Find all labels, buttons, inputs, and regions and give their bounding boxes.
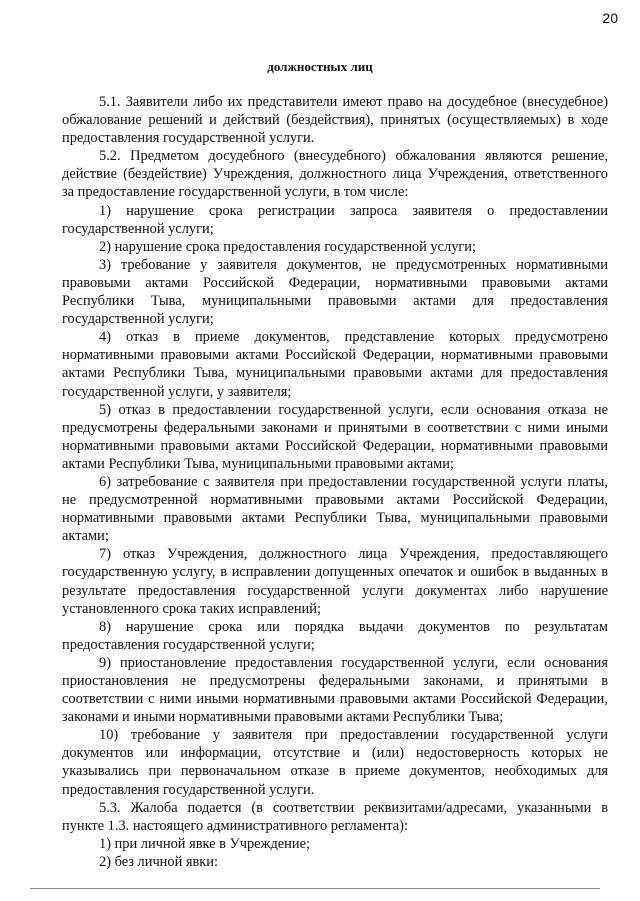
bottom-scan-line xyxy=(30,888,600,889)
list-item-5: 5) отказ в предоставлении государственной услуги, если основания отказа не предусмотрены федеральными законами и принятыми в соответствии с ними иными нормативными правовыми актами Российской Федерации, нормативными правовыми актами Республики Тыва, муниципальными правовыми актами; xyxy=(62,401,608,472)
page-number: 20 xyxy=(602,10,618,26)
paragraph-5-3: 5.3. Жалоба подается (в соответствии реквизитами/адресами, указанными в пункте 1.3. настоящего административного регламента): xyxy=(62,799,608,834)
list-item-6: 6) затребование с заявителя при предоставлении государственной услуги платы, не предусмотренной нормативными правовыми актами Российской Федерации, нормативными правовыми актами Республики Тыва, муниципальными правовыми актами; xyxy=(62,473,608,545)
list-item-9: 9) приостановление предоставления государственной услуги, если основания приостановления не предусмотрены федеральными законами, и принятыми в соответствии с ними иными нормативными правовыми актами Российской Федерации, законами и иными нормативными правовыми актами Республики Тыва; xyxy=(62,654,608,726)
submission-item-2: 2) без личной явки: xyxy=(99,853,218,870)
paragraph-5-2: 5.2. Предметом досудебного (внесудебного) обжалования являются решение, действие (бездействие) Учреждения, должностного лица Учреждения, ответственного за предоставление государственной услуги, в том числе: xyxy=(62,148,608,201)
document-body xyxy=(62,93,608,871)
list-item-8: 8) нарушение срока или порядка выдачи документов по результатам предоставления государственной услуги; xyxy=(62,618,608,653)
list-item-3: 3) требование у заявителя документов, не предусмотренных нормативными правовыми актами Российской Федерации, нормативными правовыми актами Республики Тыва, муниципальными правовыми актами для предоставления государственной услуги; xyxy=(62,256,608,328)
list-item-10: 10) требование у заявителя при предоставлении государственной услуги документов или информации, отсутствие и (или) недостоверность которых не указывались при первоначальном отказе в приеме документов, необходимых для предоставления государственной услуги. xyxy=(62,727,608,798)
list-item-4: 4) отказ в приеме документов, представление которых предусмотрено нормативными правовыми актами Российской Федерации, нормативными правовыми актами Республики Тыва, муниципальными правовыми актами для предоставления государственной услуги, у заявителя; xyxy=(62,329,608,400)
section-heading: должностных лиц xyxy=(267,59,373,74)
paragraph-5-1: 5.1. Заявители либо их представители имеют право на досудебное (внесудебное) обжалование решений и действий (бездействия), принятых (осуществляемых) в ходе предоставления государственной услуги. xyxy=(62,94,608,147)
submission-item-1: 1) при личной явке в Учреждение; xyxy=(99,835,310,852)
list-item-1: 1) нарушение срока регистрации запроса заявителя о предоставлении государственной услуги; xyxy=(62,202,608,237)
list-item-7: 7) отказ Учреждения, должностного лица Учреждения, предоставляющего государственную услугу, в исправлении допущенных опечаток и ошибок в выданных в результате предоставления государственной услуги документах либо нарушение установленного срока таких исправлений; xyxy=(62,546,608,617)
list-item-2: 2) нарушение срока предоставления государственной услуги; xyxy=(99,238,476,255)
